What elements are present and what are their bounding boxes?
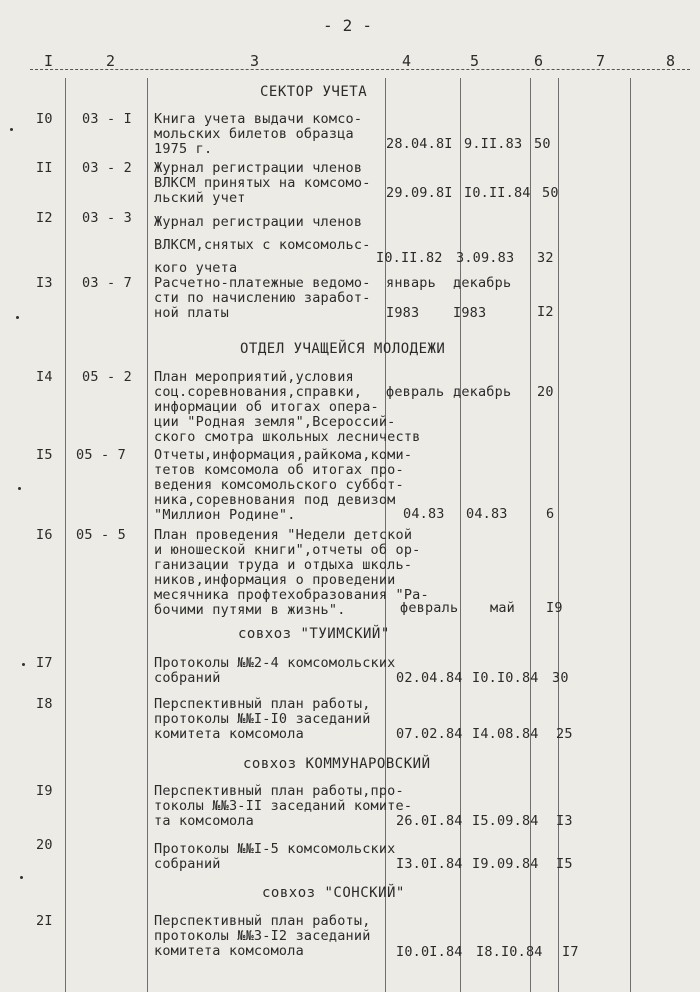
row-number: 20 xyxy=(36,837,53,853)
row-end-date: 9.II.83 xyxy=(464,136,523,152)
row-end-date: май xyxy=(490,600,515,616)
punch-mark xyxy=(18,487,21,490)
column-header-row xyxy=(30,52,690,70)
row-number: I7 xyxy=(36,655,53,671)
row-start-date: 29.09.8I xyxy=(386,185,453,201)
row-title: План мероприятий,условия соц.соревнования,справки, информации об итогах опера- ции "Родная земля",Всероссий- ского смотра школьных лесничеств xyxy=(154,369,421,445)
row-sheet-count: 32 xyxy=(537,250,554,266)
row-number: I5 xyxy=(36,447,53,463)
row-sheet-count: 50 xyxy=(542,185,559,201)
row-end-date: декабрь xyxy=(453,384,512,400)
row-code: 03 - I xyxy=(82,111,132,127)
row-end-date: I4.08.84 xyxy=(472,726,539,742)
row-start-date: 26.0I.84 xyxy=(396,813,463,829)
column-header-8: 8 xyxy=(666,52,676,70)
column-header-1: I xyxy=(44,52,54,70)
section-heading-son: совхоз "СОНСКИЙ" xyxy=(262,885,405,901)
row-code: 05 - 2 xyxy=(82,369,132,385)
column-rule xyxy=(65,78,66,992)
row-code: 05 - 5 xyxy=(76,527,126,543)
row-end-date: I0.I0.84 xyxy=(472,670,539,686)
column-header-7: 7 xyxy=(596,52,606,70)
column-rule xyxy=(530,78,531,992)
row-start-date: 04.83 xyxy=(403,506,445,522)
row-end-date: I5.09.84 xyxy=(472,813,539,829)
row-start-date: 07.02.84 xyxy=(396,726,463,742)
column-header-3: 3 xyxy=(250,52,260,70)
punch-mark xyxy=(22,663,25,666)
row-start-date: I0.II.82 xyxy=(376,250,443,266)
row-number: I6 xyxy=(36,527,53,543)
row-code: 03 - 7 xyxy=(82,275,132,291)
row-sheet-count: 50 xyxy=(534,136,551,152)
row-start-date: январь I983 xyxy=(386,275,436,321)
row-sheet-count: 6 xyxy=(546,506,555,522)
row-sheet-count: I2 xyxy=(537,304,554,320)
row-title: Протоколы №№2-4 комсомольских собраний xyxy=(154,655,396,686)
column-header-2: 2 xyxy=(106,52,116,70)
row-end-date: I9.09.84 xyxy=(472,856,539,872)
row-start-date: февраль xyxy=(400,600,459,616)
section-heading-youth: ОТДЕЛ УЧАЩЕЙСЯ МОЛОДЕЖИ xyxy=(240,341,446,357)
row-title: Расчетно-платежные ведомо- сти по начислению заработ- ной платы xyxy=(154,275,371,321)
row-end-date: декабрь I983 xyxy=(453,275,512,321)
section-heading-sector: СЕКТОР УЧЕТА xyxy=(260,84,368,100)
row-title: Перспективный план работы, протоколы №№I-I0 заседаний комитета комсомола xyxy=(154,696,371,742)
row-title: Протоколы №№I-5 комсомольских собраний xyxy=(154,841,396,872)
row-number: I0 xyxy=(36,111,53,127)
row-number: 2I xyxy=(36,913,53,929)
section-heading-tuim: совхоз "ТУИМСКИЙ" xyxy=(238,626,390,642)
row-sheet-count: I7 xyxy=(562,944,579,960)
row-end-date: I0.II.84 xyxy=(464,185,531,201)
column-header-6: 6 xyxy=(534,52,544,70)
row-title: Перспективный план работы,про- токолы №№3-II заседаний комите- та комсомола xyxy=(154,783,413,829)
column-rule xyxy=(460,78,461,992)
row-title: Книга учета выдачи комсо- мольских билетов образца 1975 г. xyxy=(154,111,363,157)
row-sheet-count: I9 xyxy=(546,600,563,616)
row-end-date: 04.83 xyxy=(466,506,508,522)
row-code: 03 - 3 xyxy=(82,210,132,226)
punch-mark xyxy=(16,316,19,319)
column-header-5: 5 xyxy=(470,52,480,70)
punch-mark xyxy=(20,876,23,879)
row-end-date: I8.I0.84 xyxy=(476,944,543,960)
row-end-date: 3.09.83 xyxy=(456,250,515,266)
row-title: Перспективный план работы, протоколы №№3-I2 заседаний комитета комсомола xyxy=(154,913,371,959)
row-start-date: 28.04.8I xyxy=(386,136,453,152)
row-code: 05 - 7 xyxy=(76,447,126,463)
row-number: I3 xyxy=(36,275,53,291)
section-heading-kommunar: совхоз КОММУНАРОВСКИЙ xyxy=(243,756,431,772)
column-rule xyxy=(147,78,148,992)
column-rule xyxy=(630,78,631,992)
header-divider xyxy=(30,69,690,70)
row-start-date: I3.0I.84 xyxy=(396,856,463,872)
row-title: План проведения "Недели детской и юношеской книги",отчеты об ор- ганизации труда и отдыха школь- ников,информация о проведении месячника профтехобразования "Ра- бочими путями в жизнь". xyxy=(154,527,429,618)
row-number: I8 xyxy=(36,696,53,712)
row-number: I4 xyxy=(36,369,53,385)
row-start-date: I0.0I.84 xyxy=(396,944,463,960)
column-rule xyxy=(558,78,559,992)
row-number: II xyxy=(36,160,53,176)
row-title: Журнал регистрации членов ВЛКСМ,снятых с комсомольс- кого учета xyxy=(154,214,371,276)
row-start-date: 02.04.84 xyxy=(396,670,463,686)
row-sheet-count: 30 xyxy=(552,670,569,686)
row-number: I2 xyxy=(36,210,53,226)
row-title: Отчеты,информация,райкома,коми- тетов комсомола об итогах про- ведения комсомольского суббот- ника,соревнования под девизом "Миллион Родине". xyxy=(154,447,413,523)
punch-mark xyxy=(10,128,13,131)
column-header-4: 4 xyxy=(402,52,412,70)
row-sheet-count: 25 xyxy=(556,726,573,742)
row-code: 03 - 2 xyxy=(82,160,132,176)
row-sheet-count: 20 xyxy=(537,384,554,400)
row-sheet-count: I5 xyxy=(556,856,573,872)
row-sheet-count: I3 xyxy=(556,813,573,829)
row-start-date: февраль xyxy=(386,384,445,400)
row-number: I9 xyxy=(36,783,53,799)
page-number: - 2 - xyxy=(323,16,373,35)
row-title: Журнал регистрации членов ВЛКСМ принятых на комсомо- льский учет xyxy=(154,160,371,206)
